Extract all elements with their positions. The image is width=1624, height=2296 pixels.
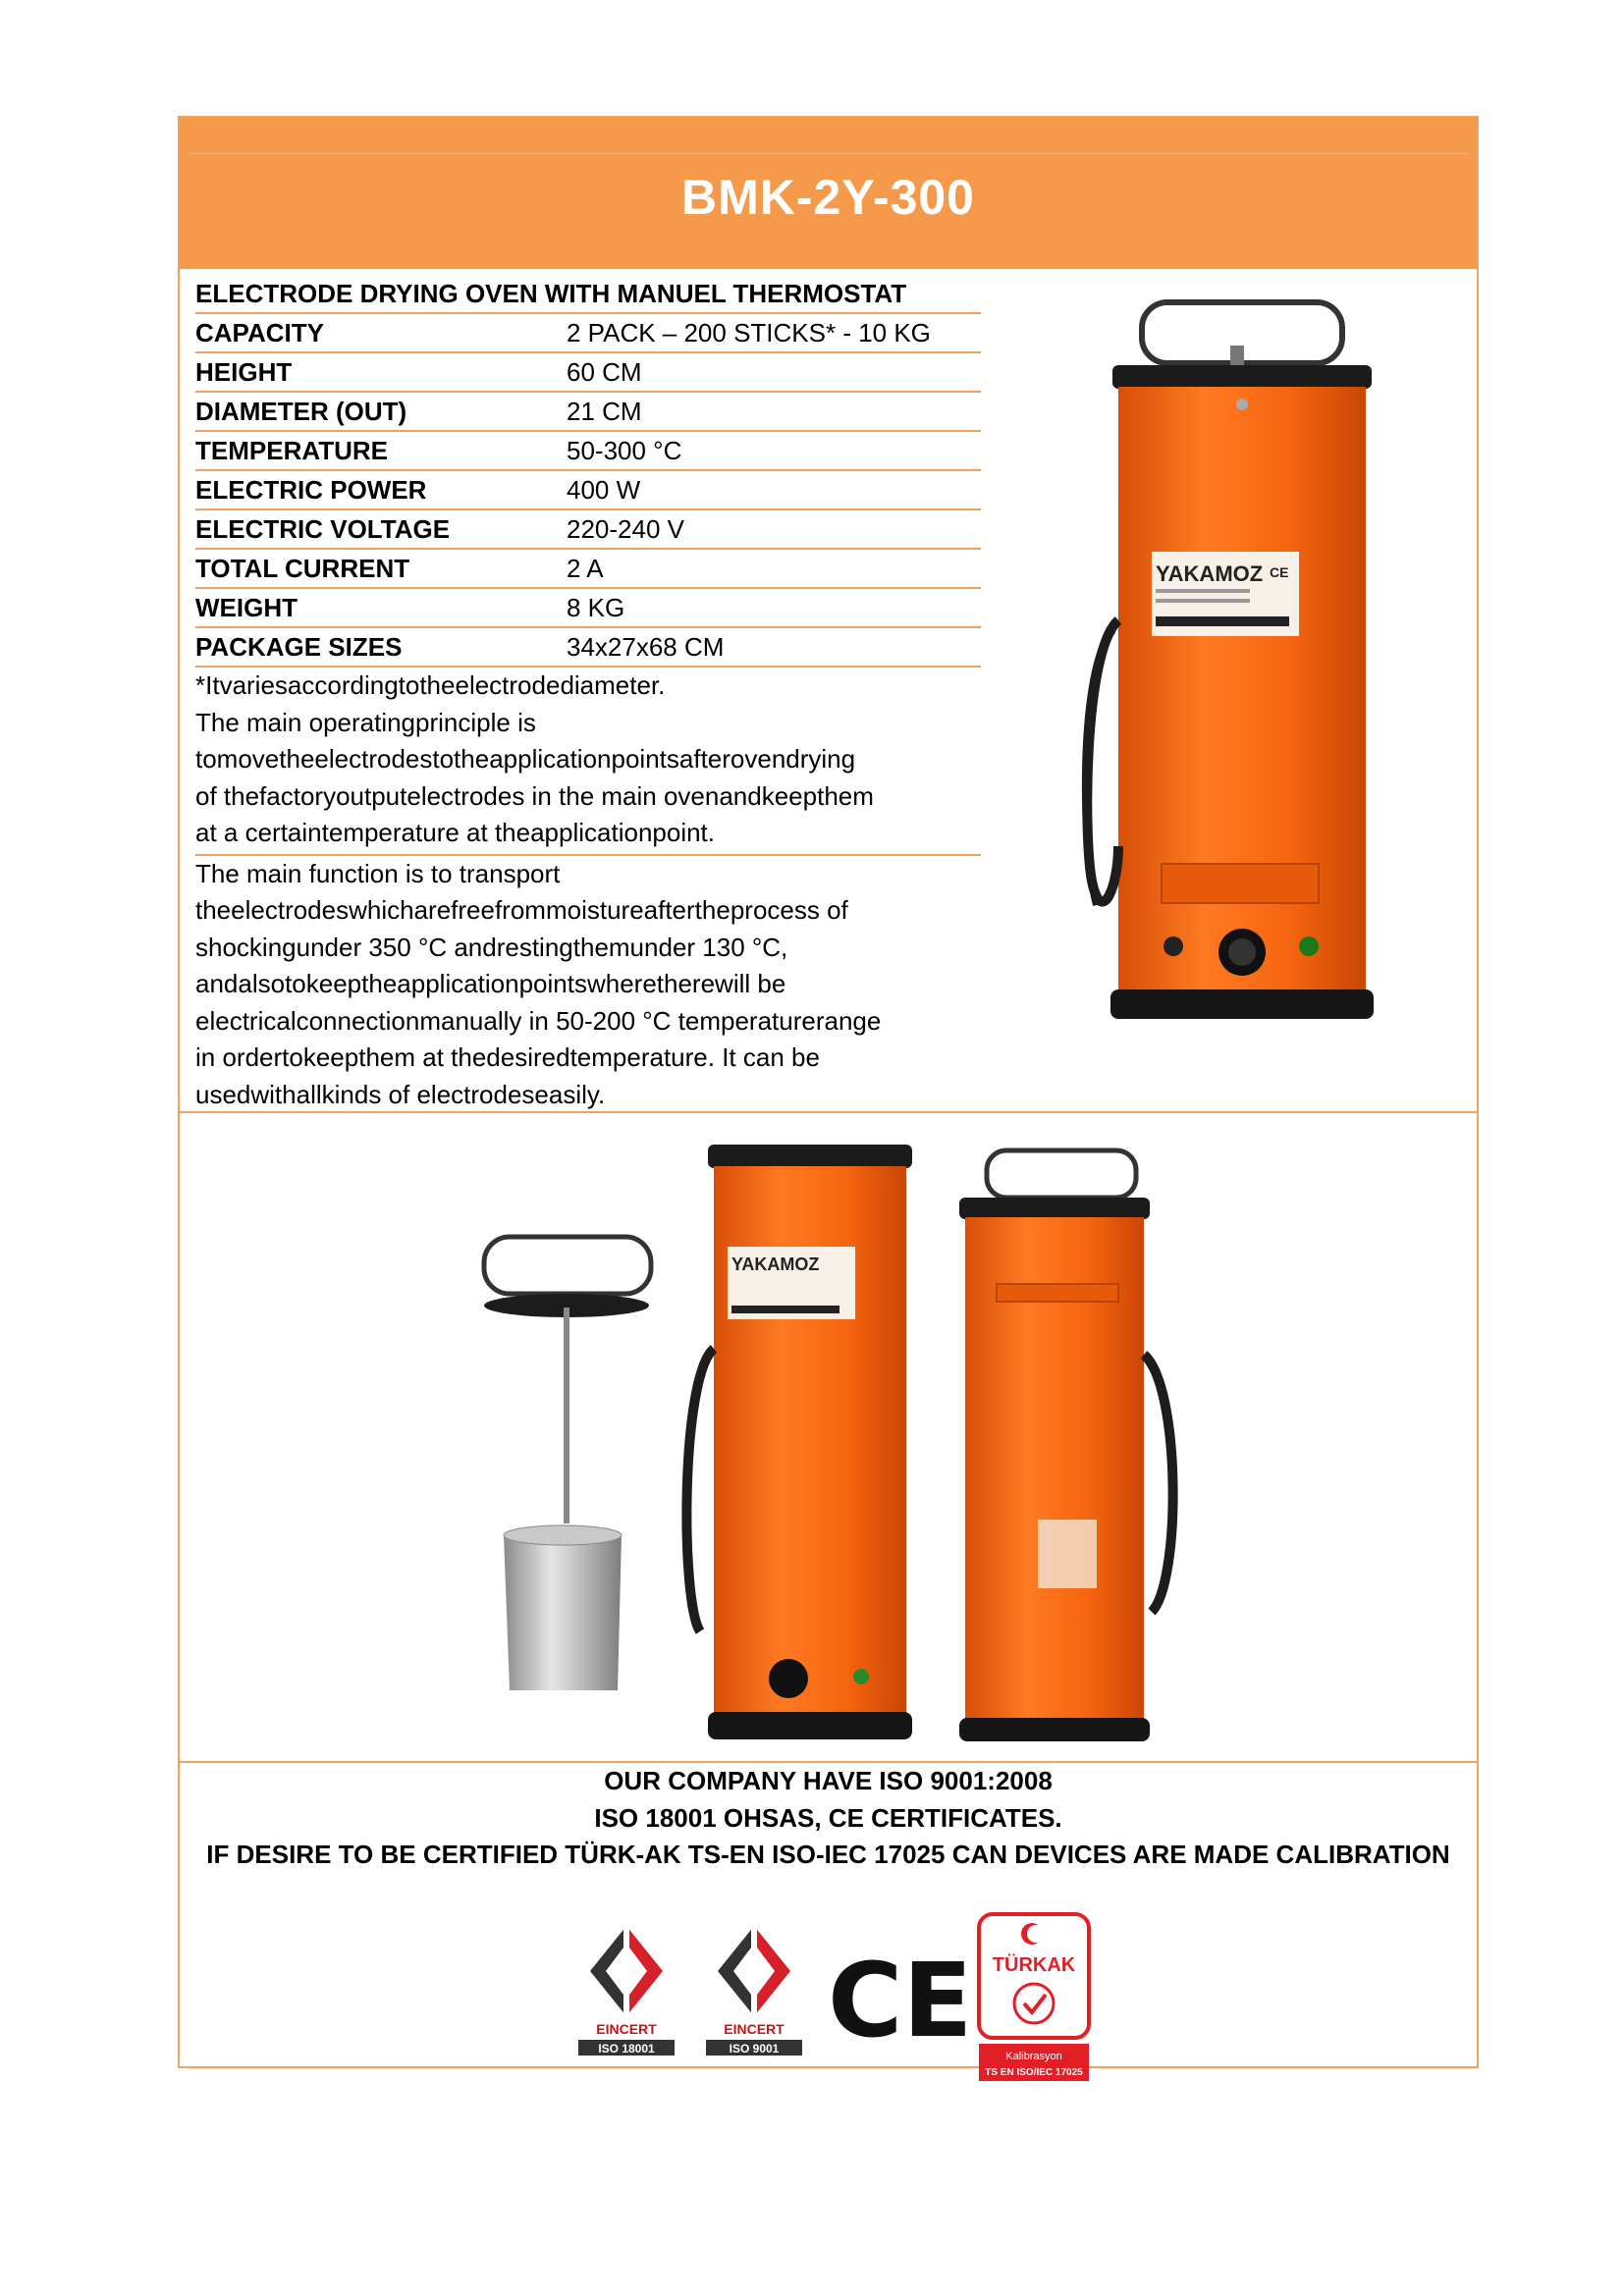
spec-row — [195, 432, 981, 471]
spec-value: 50-300 °C — [567, 436, 682, 465]
text-line: usedwithallkinds of electrodeseasily. — [195, 1079, 606, 1109]
spec-row — [195, 550, 981, 589]
operating-principle-text — [195, 667, 981, 856]
oven-photo-back — [955, 1141, 1191, 1749]
text-line: tomovetheelectrodestotheapplicationpointsafterovendrying — [195, 744, 856, 774]
spec-value: 21 CM — [567, 397, 642, 426]
spec-row — [195, 628, 981, 667]
eincert-iso18001-logo — [572, 1920, 680, 2057]
cert-line: OUR COMPANY HAVE ISO 9001:2008 — [604, 1766, 1053, 1795]
spec-label: WEIGHT — [195, 593, 298, 622]
text-line: The main function is to transport — [195, 858, 561, 888]
spec-label: ELECTRIC VOLTAGE — [195, 514, 451, 544]
spec-row — [195, 314, 981, 353]
inner-basket-photo — [474, 1160, 671, 1710]
spec-row — [195, 393, 981, 432]
text-line: electricalconnectionmanually in 50-200 °C temperaturerange — [195, 1005, 882, 1036]
eincert-badge: ISO 18001 — [598, 2042, 655, 2056]
eincert-iso9001-logo — [700, 1920, 808, 2057]
spec-value: 60 CM — [567, 357, 642, 387]
turkak-name: TÜRKAK — [992, 1954, 1076, 1976]
oven-photo-front — [1083, 296, 1397, 1101]
spec-label: CAPACITY — [195, 318, 324, 347]
spec-table — [195, 275, 981, 1113]
ce-label: CE — [1270, 564, 1289, 580]
spec-heading: ELECTRODE DRYING OVEN WITH MANUEL THERMOSTAT — [195, 275, 981, 314]
spec-section — [180, 269, 1477, 1113]
certification-logos — [180, 1910, 1477, 2087]
text-line: shockingunder 350 °C andrestingthemunder 130 °C, — [195, 932, 788, 962]
model-title: BMK-2Y-300 — [681, 170, 975, 225]
spec-label: PACKAGE SIZES — [195, 632, 403, 662]
spec-label: ELECTRIC POWER — [195, 475, 427, 505]
spec-label: TOTAL CURRENT — [195, 554, 410, 583]
spec-value: 2 PACK – 200 STICKS* - 10 KG — [567, 318, 931, 347]
text-line: theelectrodeswhicharefreefrommoistureaftertheprocess of — [195, 895, 848, 925]
brand-label: YAKAMOZ — [1156, 561, 1264, 586]
eincert-badge: ISO 9001 — [729, 2042, 780, 2056]
spec-value: 34x27x68 CM — [567, 632, 725, 662]
text-line: in ordertokeepthem at thedesiredtemperature. It can be — [195, 1042, 820, 1072]
text-line: *Itvariesaccordingtotheelectrodediameter. — [195, 670, 666, 700]
oven-photo-side — [671, 1141, 916, 1749]
spec-row — [195, 589, 981, 628]
product-gallery — [180, 1111, 1477, 1763]
spec-value: 400 W — [567, 475, 641, 505]
spec-label: TEMPERATURE — [195, 436, 388, 465]
banner-rule — [188, 153, 1469, 154]
turkak-sub1: Kalibrasyon — [1005, 2051, 1062, 2062]
brand-label: YAKAMOZ — [731, 1255, 820, 1274]
text-line: of thefactoryoutputelectrodes in the main ovenandkeepthem — [195, 780, 874, 811]
spec-row — [195, 471, 981, 510]
spec-value: 8 KG — [567, 593, 625, 622]
text-line: at a certaintemperature at theapplicationpoint. — [195, 818, 716, 847]
turkak-logo — [975, 1910, 1093, 2087]
cert-line: ISO 18001 OHSAS, CE CERTIFICATES. — [594, 1802, 1062, 1833]
text-line: The main operatingprinciple is — [195, 707, 536, 737]
main-function-text — [195, 856, 981, 1114]
eincert-name: EINCERT — [724, 2021, 785, 2037]
spec-value: 2 A — [567, 554, 604, 583]
spec-label: DIAMETER (OUT) — [195, 397, 407, 426]
spec-row — [195, 353, 981, 393]
ce-mark-logo — [828, 1940, 973, 2060]
spec-row — [195, 510, 981, 550]
ce-mark-text: CE — [828, 1941, 973, 2060]
spec-value: 220-240 V — [567, 514, 684, 544]
turkak-sub2: TS EN ISO/IEC 17025 — [985, 2067, 1083, 2078]
datasheet — [178, 116, 1479, 2078]
text-line: andalsotokeeptheapplicationpointswheretherewill be — [195, 969, 786, 998]
eincert-name: EINCERT — [596, 2021, 657, 2037]
title-banner — [180, 118, 1477, 269]
spec-label: HEIGHT — [195, 357, 293, 387]
cert-line: IF DESIRE TO BE CERTIFIED TÜRK-AK TS-EN ISO-IEC 17025 CAN DEVICES ARE MADE CALIBRATION — [206, 1840, 1450, 1869]
certification-statement — [180, 1763, 1477, 1874]
